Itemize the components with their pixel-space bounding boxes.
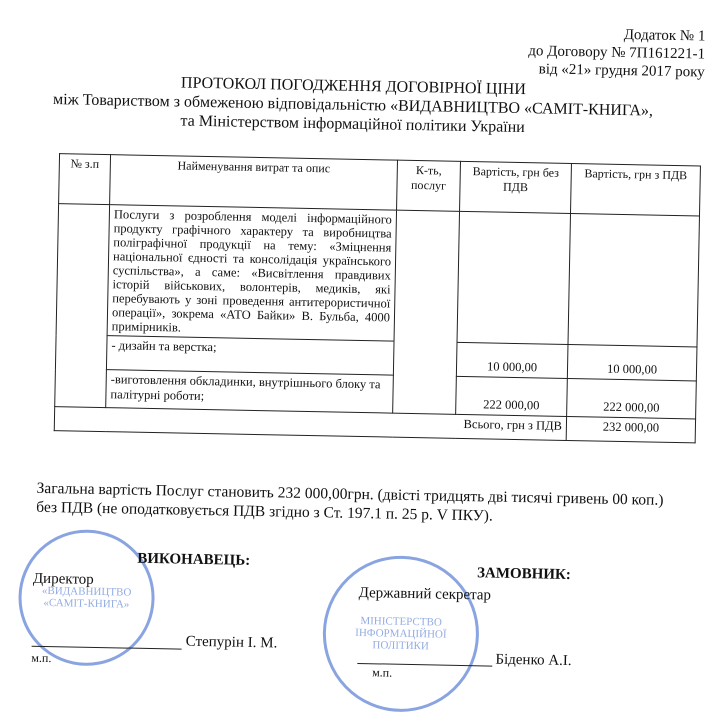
contractor-label: ВИКОНАВЕЦЬ: [137,550,251,569]
col-header-qty: К-ть, послуг [397,160,461,211]
contractor-stamp-text: «ВИДАВНИЦТВО «САМІТ-КНИГА» [41,584,132,611]
contractor-name: Степурін І. М. [185,633,278,652]
contract-number: до Договору № 7П161221-1 [528,43,706,63]
total-label: Всього, грн з ПДВ [54,407,566,441]
total-value: 232 000,00 [566,416,695,442]
title-parties-line: між Товариством з обмеженою відповідальністю «ВИДАВНИЦТВО «САМІТ-КНИГА», [52,91,654,120]
row-name: -виготовлення обкладинки, внутрішнього блоку та палітурні роботи; [106,370,394,414]
title-ministry-line: та Міністерством інформаційної політики України [180,112,525,137]
col-header-name: Найменування витрат та опис [110,155,398,211]
annex-number: Додаток № 1 [623,26,706,45]
row-price: 222 000,00 [456,376,568,416]
price-table [54,153,701,443]
col-header-number: № з.п [59,154,111,205]
row-price-vat: 222 000,00 [567,378,697,418]
customer-stamp [321,554,480,713]
customer-mp: м.п. [372,665,393,680]
contractor-mp: м.п. [31,650,52,666]
row-price-vat: 10 000,00 [567,344,697,380]
row-name: - дизайн та верстка; [106,336,394,376]
annex-header [528,24,706,81]
col-header-price-vat: Вартість, грн з ПДВ [571,164,701,216]
customer-stamp-text: МІНІСТЕРСТВО ІНФОРМАЦІЙНОЇ ПОЛІТИКИ [355,615,447,653]
customer-name: Біденко А.І. [495,651,572,670]
summary-paragraph: Загальна вартість Послуг становить 232 000,00грн. (двісті тридцять дві тисячі гривень 00 коп.) без ПДВ (не оподатковується ПДВ згідно з Ст. 197.1 п. 25 р. V ПКУ). [36,479,664,525]
service-description: Послуги з розроблення моделі інформаційного продукту графічного характеру та виробництва поліграфічної продукції на тему: «Зміцнення національної єдності та консолідація українського суспільства», а саме: «Висвітлення правдивих історій військових, волонтерів, медиків, які перебувають у зоні проведення антитерористичної операції», зокрема «АТО Байки» В. Бульба, 4000 примірників. [107,205,396,341]
table-row [56,204,699,347]
customer-label: ЗАМОВНИК: [476,565,572,584]
contract-date: від «21» грудня 2017 року [538,61,705,81]
customer-position: Державний секретар [358,584,492,604]
document-title: ПРОТОКОЛ ПОГОДЖЕННЯ ДОГОВІРНОЇ ЦІНИ [180,74,527,99]
col-header-price: Вартість, грн без ПДВ [460,161,572,213]
row-price: 10 000,00 [456,342,568,378]
contractor-position: Директор [32,570,94,588]
